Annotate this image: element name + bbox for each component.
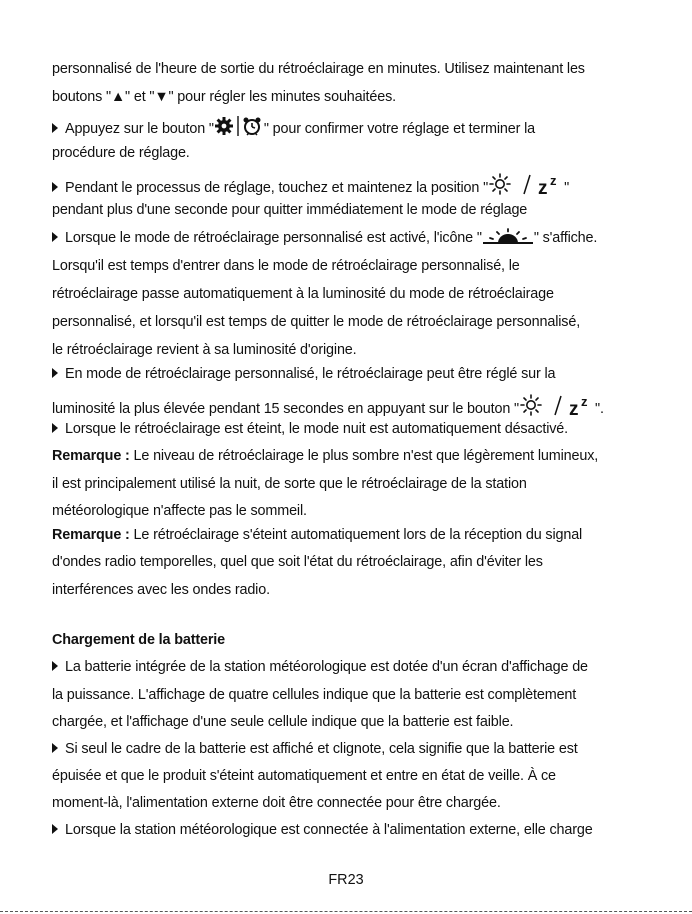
bullet-line: En mode de rétroéclairage personnalisé, le rétroéclairage peut être réglé sur la bbox=[52, 364, 555, 384]
text-line: rétroéclairage passe automatiquement à la luminosité du mode de rétroéclairage bbox=[52, 286, 554, 302]
svg-text:z: z bbox=[550, 173, 557, 188]
bullet-line: Si seul le cadre de la batterie est affiché et clignote, cela signifie que la batterie est bbox=[52, 739, 578, 759]
sunrise-icon bbox=[482, 228, 534, 252]
bullet-icon bbox=[52, 423, 58, 433]
remark-line: Remarque : Le rétroéclairage s'éteint automatiquement lors de la réception du signal bbox=[52, 527, 583, 543]
svg-text:z: z bbox=[568, 399, 579, 417]
text-line: interférences avec les ondes radio. bbox=[52, 582, 270, 598]
text-line: moment-là, l'alimentation externe doit être connectée pour être chargée. bbox=[52, 795, 501, 811]
bullet-line: Lorsque le rétroéclairage est éteint, le mode nuit est automatiquement désactivé. bbox=[52, 419, 568, 439]
bullet-line: Pendant le processus de réglage, touchez et maintenez la position " z z " bbox=[52, 172, 569, 202]
light-snooze-icon bbox=[488, 172, 564, 202]
text-line: météorologique n'affecte pas le sommeil. bbox=[52, 503, 307, 519]
bullet-icon bbox=[52, 824, 58, 834]
bullet-icon bbox=[52, 368, 58, 378]
text-line: chargée, et l'affichage d'une seule cellule indique que la batterie est faible. bbox=[52, 714, 514, 730]
text-line: personnalisé de l'heure de sortie du rétroéclairage en minutes. Utilisez maintenant les bbox=[52, 61, 585, 77]
text-line: Lorsqu'il est temps d'entrer dans le mode de rétroéclairage personnalisé, le bbox=[52, 258, 520, 274]
remark-label: Remarque : bbox=[52, 448, 130, 464]
text-line: luminosité la plus élevée pendant 15 secondes en appuyant sur le bouton " z z ". bbox=[52, 393, 604, 423]
text-line: le rétroéclairage revient à sa luminosité d'origine. bbox=[52, 342, 357, 358]
text-line: d'ondes radio temporelles, quel que soit l'état du rétroéclairage, afin d'éviter les bbox=[52, 554, 543, 570]
bullet-line: Appuyez sur le bouton " " pour confirmer votre réglage et terminer la bbox=[52, 115, 535, 143]
text-line: il est principalement utilisé la nuit, de sorte que le rétroéclairage de la station bbox=[52, 476, 527, 492]
bullet-icon bbox=[52, 661, 58, 671]
text-line: boutons "▲" et "▼" pour régler les minutes souhaitées. bbox=[52, 89, 397, 105]
bullet-icon bbox=[52, 182, 58, 192]
text-line: la puissance. L'affichage de quatre cellules indique que la batterie est complètement bbox=[52, 687, 577, 703]
page-number: FR23 bbox=[328, 872, 364, 888]
remark-line: Remarque : Le niveau de rétroéclairage le plus sombre n'est que légèrement lumineux, bbox=[52, 448, 599, 464]
page-bottom-edge bbox=[0, 911, 692, 912]
bullet-icon bbox=[52, 743, 58, 753]
bullet-icon bbox=[52, 232, 58, 242]
gear-alarm-icon bbox=[214, 115, 264, 143]
remark-label: Remarque : bbox=[52, 527, 130, 543]
svg-text:z: z bbox=[580, 394, 588, 409]
bullet-line: Lorsque la station météorologique est connectée à l'alimentation externe, elle charge bbox=[52, 820, 593, 840]
text-line: personnalisé, et lorsqu'il est temps de quitter le mode de rétroéclairage personnalisé, bbox=[52, 314, 581, 330]
svg-text:z: z bbox=[538, 178, 548, 196]
text-line: pendant plus d'une seconde pour quitter immédiatement le mode de réglage bbox=[52, 202, 528, 218]
bullet-line: La batterie intégrée de la station météorologique est dotée d'un écran d'affichage de bbox=[52, 657, 588, 677]
section-heading: Chargement de la batterie bbox=[52, 632, 225, 648]
text-line: épuisée et que le produit s'éteint automatiquement et entre en état de veille. À ce bbox=[52, 768, 556, 784]
text-line: procédure de réglage. bbox=[52, 145, 190, 161]
bullet-icon bbox=[52, 123, 58, 133]
bullet-line: Lorsque le mode de rétroéclairage personnalisé est activé, l'icône " " s'affiche. bbox=[52, 228, 597, 252]
